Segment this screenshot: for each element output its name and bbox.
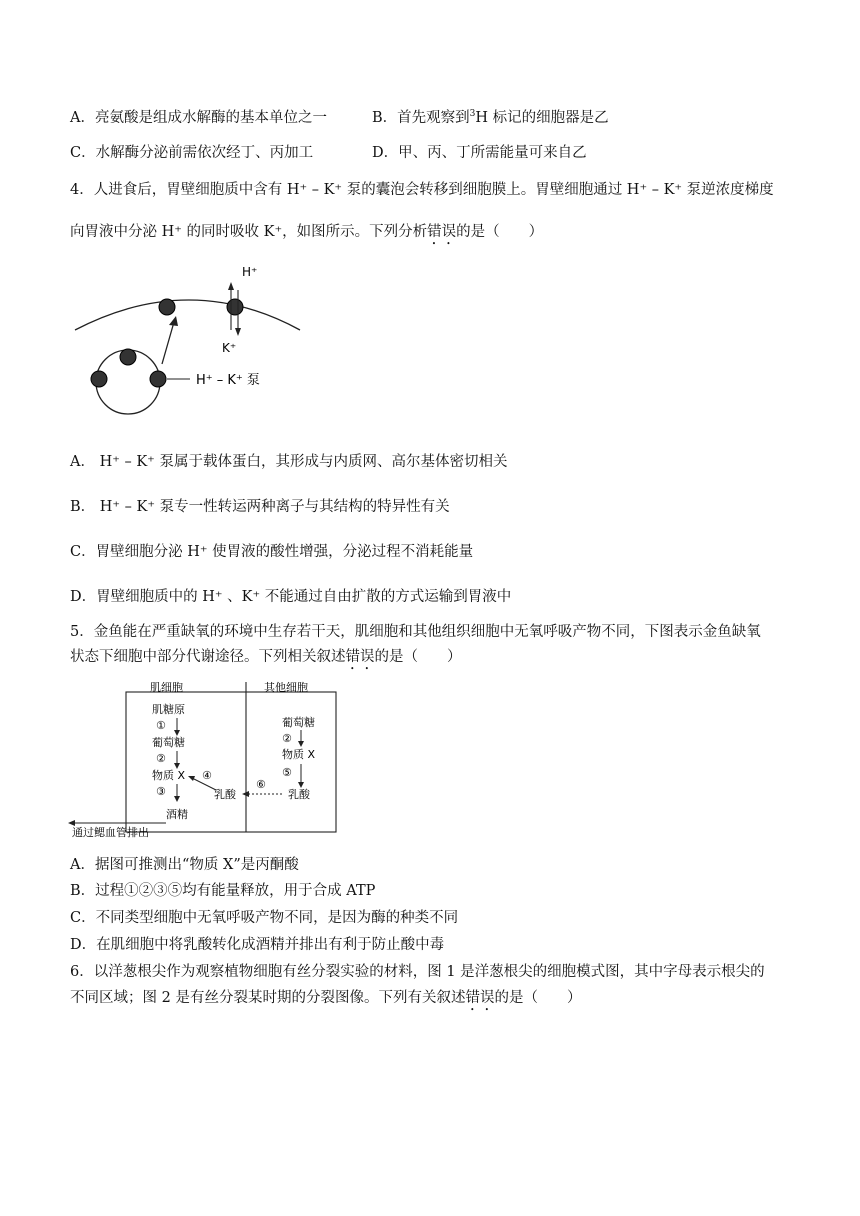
- node-glucose-left: 葡萄糖: [152, 736, 185, 749]
- q5-stem-line1: 5．金鱼能在严重缺氧的环境中生存若干天，肌细胞和其他组织细胞中无氧呼吸产物不同，下图表示金鱼缺氧: [70, 624, 761, 640]
- node-substance-left: 物质 X: [152, 769, 186, 782]
- node-glycogen: 肌糖原: [152, 703, 185, 716]
- q4-option-b: B． H⁺ – K⁺ 泵专一性转运两种离子与其结构的特异性有关: [70, 499, 450, 515]
- q6-stem-post: 的是（ ）: [494, 990, 582, 1006]
- step-3: ③: [156, 785, 166, 798]
- node-substance-right: 物质 X: [282, 748, 316, 761]
- step-4: ④: [202, 769, 212, 782]
- q5-option-c: C．不同类型细胞中无氧呼吸产物不同，是因为酶的种类不同: [70, 910, 459, 926]
- label-h-ion: H⁺: [242, 265, 258, 279]
- pump-dot-vesicle-right: [150, 371, 166, 387]
- q5-stem-post: 的是（ ）: [374, 649, 462, 665]
- q3-option-d: D．甲、丙、丁所需能量可来自乙: [372, 145, 587, 161]
- pump-dot-membrane-left: [159, 299, 175, 315]
- step-1: ①: [156, 719, 166, 732]
- node-lactic-right: 乳酸: [288, 788, 310, 801]
- arrowhead-icon: [188, 776, 195, 781]
- q4-stem-pre: 向胃液中分泌 H⁺ 的同时吸收 K⁺，如图所示。下列分析: [70, 224, 428, 240]
- q3-option-b: [372, 108, 609, 128]
- q3-option-b-sup: 3: [469, 109, 476, 120]
- q3-option-b-pre: B．首先观察到: [372, 110, 470, 126]
- cell-membrane-arc: [75, 300, 300, 330]
- q5-stem-emphasis: 错误: [345, 649, 375, 665]
- pump-dot-membrane-right: [227, 299, 243, 315]
- q5-option-a: A．据图可推测出“物质 X”是丙酮酸: [70, 857, 299, 873]
- q5-option-d: D．在肌细胞中将乳酸转化成酒精并排出有利于防止酸中毒: [70, 937, 445, 953]
- col-label-muscle: 肌细胞: [150, 681, 183, 694]
- q5-metabolism-figure: [66, 680, 346, 840]
- q5-option-b: B．过程①②③⑤均有能量释放，用于合成 ATP: [70, 883, 376, 899]
- node-glucose-right: 葡萄糖: [282, 716, 315, 729]
- q4-stem-line1: 4．人进食后，胃壁细胞质中含有 H⁺ – K⁺ 泵的囊泡会转移到细胞膜上。胃壁细胞通过 H⁺ – K⁺ 泵逆浓度梯度: [70, 182, 774, 198]
- pump-dot-vesicle-left: [91, 371, 107, 387]
- q6-stem-emphasis: 错误: [465, 990, 495, 1006]
- q6-stem-pre: 不同区域；图 2 是有丝分裂某时期的分裂图像。下列有关叙述: [70, 990, 466, 1006]
- arrowhead-up-icon: [228, 282, 234, 290]
- step-2-right: ②: [282, 732, 292, 745]
- q3-option-a: A．亮氨酸是组成水解酶的基本单位之一: [70, 110, 327, 126]
- q6-stem-line2: [70, 988, 581, 1014]
- q4-option-d: D．胃壁细胞质中的 H⁺ 、K⁺ 不能通过自由扩散的方式运输到胃液中: [70, 589, 512, 605]
- node-alcohol: 酒精: [166, 808, 188, 821]
- q4-pump-figure: [70, 260, 310, 430]
- arrowhead-icon: [298, 741, 304, 747]
- arrowhead-down-icon: [235, 328, 241, 336]
- q6-stem-line1: 6．以洋葱根尖作为观察植物细胞有丝分裂实验的材料，图 1 是洋葱根尖的细胞模式图，其中字母表示根尖的: [70, 964, 765, 980]
- q4-stem-line2: [70, 222, 543, 248]
- label-k-ion: K⁺: [222, 341, 237, 355]
- q4-option-c: C．胃壁细胞分泌 H⁺ 使胃液的酸性增强，分泌过程不消耗能量: [70, 544, 474, 560]
- pump-dot-vesicle-top: [120, 349, 136, 365]
- q4-stem-emphasis: 错误: [427, 224, 457, 240]
- step-2-left: ②: [156, 752, 166, 765]
- vesicle-to-membrane-arrow: [162, 322, 174, 364]
- label-exit: 通过鳃血管排出: [72, 826, 149, 839]
- arrowhead-icon: [174, 796, 180, 802]
- q5-stem-line2: [70, 647, 462, 673]
- q3-option-b-post: H 标记的细胞器是乙: [475, 110, 609, 126]
- arrowhead-icon: [169, 316, 178, 326]
- q5-stem-pre: 状态下细胞中部分代谢途径。下列相关叙述: [70, 649, 346, 665]
- q4-stem-post: 的是（ ）: [456, 224, 544, 240]
- q3-option-c: C．水解酶分泌前需依次经丁、丙加工: [70, 145, 314, 161]
- step-5: ⑤: [282, 766, 292, 779]
- col-label-other: 其他细胞: [264, 681, 308, 694]
- q4-option-a: A． H⁺ – K⁺ 泵属于载体蛋白，其形成与内质网、高尔基体密切相关: [70, 454, 508, 470]
- label-pump: H⁺ – K⁺ 泵: [196, 373, 260, 388]
- step-6: ⑥: [256, 778, 266, 791]
- node-lactic-left: 乳酸: [214, 788, 236, 801]
